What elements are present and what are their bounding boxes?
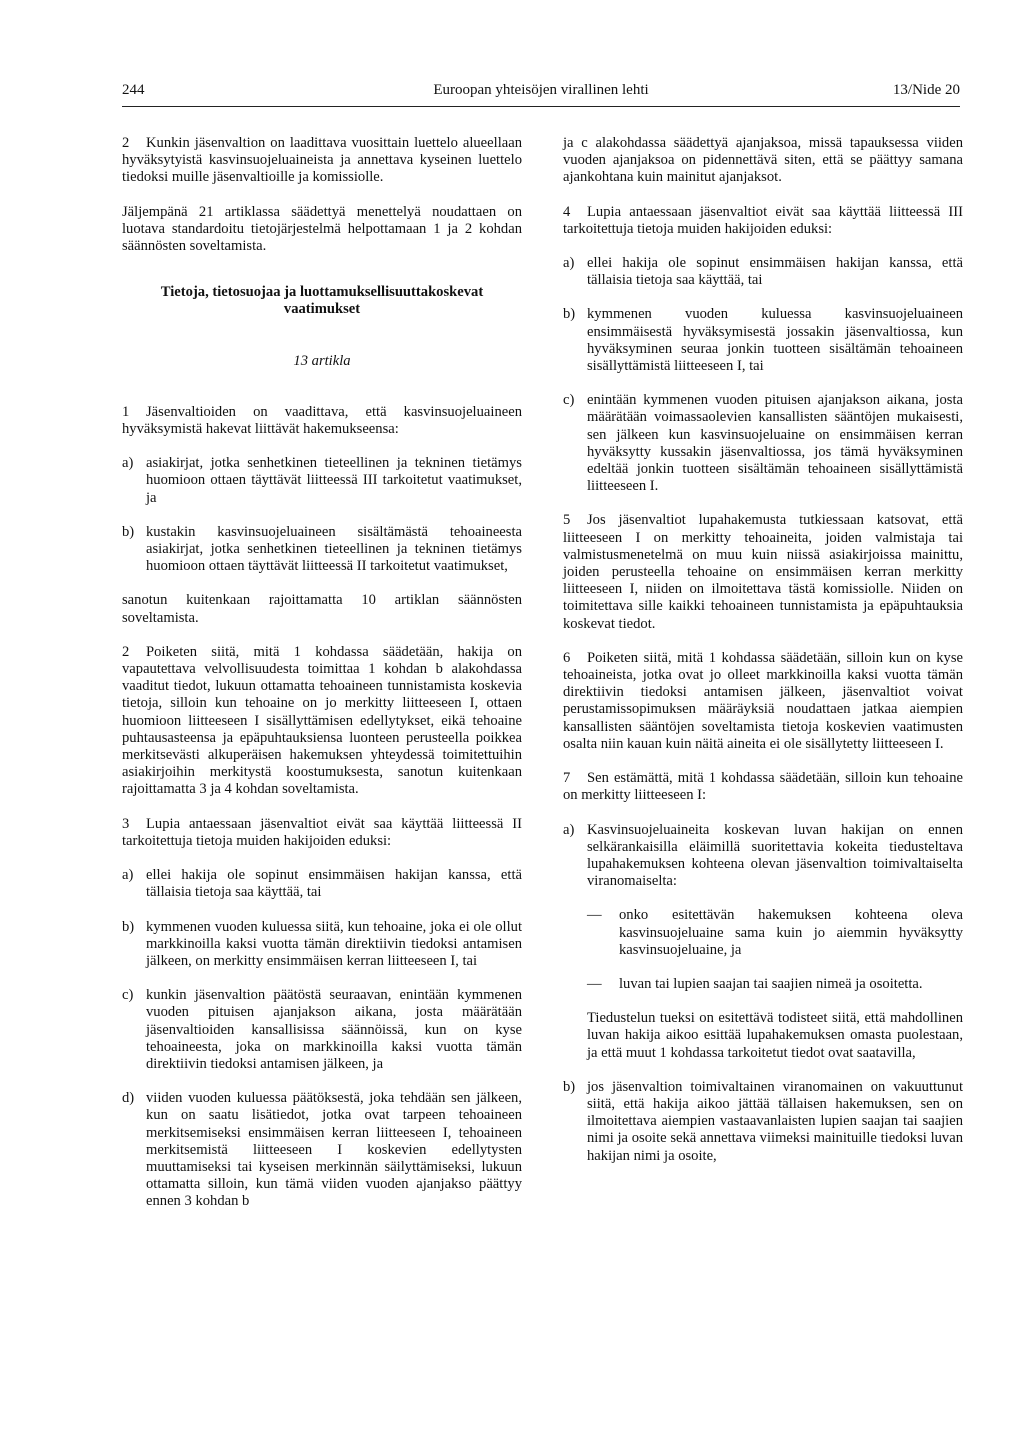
list-label: b) [563, 1078, 576, 1095]
section-title: Tietoja, tietosuojaa ja luottamuksellisuuttakoskevat vaatimukset [160, 284, 484, 318]
paragraph [563, 650, 963, 753]
paragraph-text: Lupia antaessaan jäsenvaltiot eivät saa käyttää liitteessä II tarkoitettuja tietoja muiden hakijoiden eduksi: [122, 815, 522, 849]
list-item [563, 306, 963, 375]
dash-text: onko esitettävän hakemuksen kohteena oleva kasvinsuojeluaine sama kuin jo aiemmin hyväksytty kasvinsuojeluaine, ja [619, 907, 963, 958]
list-text: jos jäsenvaltion toimivaltainen viranomainen on vakuuttunut siitä, että hakija aikoo jättää tällaisen hakemuksen, sen on ilmoitettava aiempien vastaavanlaisten lupien saajan tai saajien nimi ja osoite sekä annettava viimeksi mainituille tiedoksi luvan hakijan nimi ja osoite, [587, 1078, 963, 1164]
list-label: b) [122, 918, 135, 935]
article-heading: 13 artikla [293, 352, 351, 369]
list-text: enintään kymmenen vuoden pituisen ajanjakson aikana, josta määrätään voimassaolevien kansallisten sääntöjen mukaisesti, sen jälkeen kun kasvinsuojeluaine on ensimmäisen kerran hyväksytty kussakin jäsenvaltiossa, jos tämä hyväksyminen edeltää jonkin tuotteen sisältämän tehoaineen sisällyttämistä liitteeseen I. [587, 392, 963, 495]
paragraph [122, 404, 522, 438]
paragraph [563, 770, 963, 804]
list-item [122, 987, 522, 1073]
list-text: ellei hakija ole sopinut ensimmäisen hakijan kanssa, että tällaisia tietoja saa käyttää, tai [587, 255, 963, 289]
list-label: c) [563, 392, 575, 409]
paragraph-text: Lupia antaessaan jäsenvaltiot eivät saa käyttää liitteessä III tarkoitettuja tietoja muiden hakijoiden eduksi: [563, 203, 963, 237]
paragraph-text: Jos jäsenvaltiot lupahakemusta tutkiessaan katsovat, että liitteeseen I on merkitty tehoaineita, joiden valmistaja tai valmistusmenetelmä on muu kuin niissä asiakirjoissa mainittu, joiden perusteella tehoaine on ensimmäisen kerran merkitty liitteeseen I, niiden on ilmoitettava tästä komissiolle. Niiden on toimitettava sille kaikki tehoaineen tunnistamista ja epäpuhtauksia koskevat tiedot. [563, 512, 963, 632]
list-item [563, 822, 963, 891]
paragraph-text: Poiketen siitä, mitä 1 kohdassa säädetään, silloin kun on kyse tehoaineista, jotka ovat jo olleet markkinoilla kaksi vuotta tämän direktiivin tiedoksi antamisen jälkeen, jäsenvaltiot voivat perustamissopimuksen määräyksiä noudattaen jatkaa aiempien kansallisten sääntöjen soveltamista tietoja koskevien vaatimusten osalta niin kauan kuin näitä aineita ei ole sisällytetty liitteeseen I. [563, 649, 963, 752]
paragraph-number: 1 [122, 403, 130, 420]
list-item [122, 1090, 522, 1210]
paragraph-number: 6 [563, 649, 571, 666]
list-label: a) [122, 455, 134, 472]
list-item [122, 919, 522, 971]
paragraph-number: 7 [563, 770, 571, 787]
list-item [563, 1079, 963, 1165]
list-text: kunkin jäsenvaltion päätöstä seuraavan, enintään kymmenen vuoden pituisen ajanjakson aikana, josta määrätään jäsenvaltioiden kansallisissa säännöissä, kun on kyse tehoaineesta, joka on markkinoilla kaksi vuotta tämän direktiivin tiedoksi antamisen jälkeen, ja [146, 987, 522, 1072]
right-column [563, 135, 963, 1165]
paragraph: ja c alakohdassa säädettyä ajanjaksoa, missä tapauksessa viiden vuoden ajanjaksoa on pidennettävä siten, että se päättyy samana ajankohtana kuin mainitut ajanjaksot. [563, 135, 963, 186]
list-label: a) [122, 867, 134, 884]
list-item [122, 455, 522, 507]
list-item [563, 255, 963, 289]
list-label: c) [122, 987, 134, 1004]
journal-title: Euroopan yhteisöjen virallinen lehti [433, 82, 649, 98]
list-label: a) [563, 255, 575, 272]
dash-item [587, 976, 963, 993]
paragraph [563, 204, 963, 238]
list-label: b) [563, 306, 576, 323]
paragraph-text: Jäsenvaltioiden on vaadittava, että kasvinsuojeluaineen hyväksymistä hakevat liittävät hakemukseensa: [122, 403, 522, 438]
list-label: a) [563, 821, 575, 838]
list-text: asiakirjat, jotka senhetkinen tieteellinen ja tekninen tietämys huomioon ottaen täyttävät liitteessä III tarkoitetut vaatimukset, ja [146, 455, 522, 506]
paragraph [122, 644, 522, 799]
list-item [122, 867, 522, 901]
paragraph-number: 3 [122, 815, 130, 832]
list-text: kymmenen vuoden kuluessa siitä, kun tehoaine, joka ei ole ollut markkinoilla kaksi vuotta tämän direktiivin tiedoksi antamisen jälkeen, on merkitty ensimmäisen kerran liitteeseen I, tai [146, 918, 522, 969]
paragraph-number: 4 [563, 203, 571, 220]
dash-label: — [587, 907, 602, 924]
list-item [563, 392, 963, 495]
paragraph [122, 135, 522, 187]
list-text: kymmenen vuoden kuluessa kasvinsuojeluaineen ensimmäisestä hyväksymisestä jossakin jäsenvaltiossa, kun hyväksyminen seuraa jonkin tuotteen sisältämän tehoaineen sisällyttämistä liitteeseen I, tai [587, 306, 963, 375]
paragraph [122, 816, 522, 850]
list-label: b) [122, 523, 135, 540]
left-column [122, 135, 522, 1211]
paragraph-number: 2 [122, 135, 130, 151]
paragraph: sanotun kuitenkaan rajoittamatta 10 artiklan säännösten soveltamista. [122, 592, 522, 626]
paragraph-number: 5 [563, 512, 571, 529]
paragraph: Tiedustelun tueksi on esitettävä todisteet siitä, että mahdollinen luvan hakija aikoo esittää lupahakemuksen omasta puolestaan, ja että muut 1 kohdassa tarkoitetut tiedot ovat saatavilla, [587, 1010, 963, 1061]
paragraph-number: 2 [122, 643, 130, 660]
list-text: ellei hakija ole sopinut ensimmäisen hakijan kanssa, että tällaisia tietoja saa käyttää, tai [146, 867, 522, 901]
paragraph-text: Poiketen siitä, mitä 1 kohdassa säädetään, hakija on vapautettava velvollisuudesta toimittaa 1 kohdan b alakohdassa vaaditut tiedot, lukuun ottamatta tehoaineen tunnistamista koskevia tietoja, silloin kun tehoaine on jo merkitty liitteeseen I, ottaen huomioon liitteeseen I sisällyttämisen edellytykset, eikä tehoaine puhtausasteensa ja epäpuhtauksiensa luonteen perusteella poikkea merkitsevästi alkuperäisen hakemuksen yhteydessä toimitettuihin asiakirjoihin merkitystä koostumuksesta, sanotun kuitenkaan rajoittamatta 3 ja 4 kohdan soveltamista. [122, 643, 522, 798]
dash-item [587, 907, 963, 959]
list-label: d) [122, 1090, 135, 1107]
dash-text: luvan tai lupien saajan tai saajien nimeä ja osoitetta. [619, 975, 923, 992]
list-text: Kasvinsuojeluaineita koskevan luvan hakijan on ennen selkärankaisilla eläimillä suoritettavia kokeita tiedusteltava lupahakemuksen kohteena olevan jäsenvaltion toimivaltaiselta viranomaiselta: [587, 821, 963, 890]
dash-label: — [587, 975, 602, 992]
issue-number: 13/Nide 20 [892, 82, 960, 98]
paragraph [563, 512, 963, 632]
page-header [122, 80, 960, 107]
page-number: 244 [122, 82, 145, 98]
list-item [122, 524, 522, 576]
paragraph-text: Sen estämättä, mitä 1 kohdassa säädetään, silloin kun tehoaine on merkitty liitteeseen I: [563, 770, 963, 804]
list-text: kustakin kasvinsuojeluaineen sisältämästä tehoaineesta asiakirjat, jotka senhetkinen tieteellinen ja tekninen tietämys huomioon ottaen täyttävät liitteessä II tarkoitetut vaatimukset, [146, 523, 522, 575]
list-text: viiden vuoden kuluessa päätöksestä, joka tehdään sen jälkeen, kun on saatu lisätiedot, jotka ovat tarpeen tehoaineen merkitsemiseksi ensimmäisen kerran liitteeseen I, tehoaineen merkitsemistä liitteeseen I koskevien edellytysten muuttamiseksi tai kyseisen merkinnän säilyttämiseksi, lukuun ottamatta silloin, kun tämä viiden vuoden ajanjakso päättyy ennen 3 kohdan b [146, 1090, 522, 1210]
paragraph-text: Kunkin jäsenvaltion on laadittava vuosittain luettelo alueellaan hyväksytyistä kasvinsuojeluaineista ja annettava kyseinen luettelo tiedoksi muille jäsenvaltioille ja komissiolle. [122, 135, 522, 186]
paragraph: Jäljempänä 21 artiklassa säädettyä menettelyä noudattaen on luotava standardoitu tietojärjestelmä helpottamaan 1 ja 2 kohdan säännösten soveltamista. [122, 203, 522, 255]
